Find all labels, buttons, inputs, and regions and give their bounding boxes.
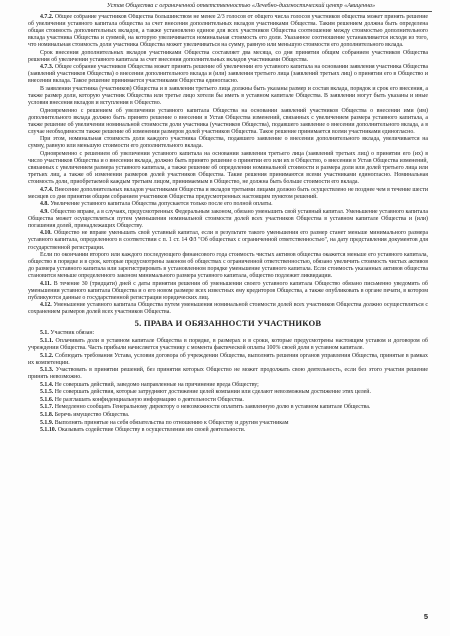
clause-number: 5.1.9.: [40, 419, 54, 426]
paragraph: [28, 151, 428, 186]
clause-text: Общее собрание участников Общества большинством не менее 2/3 голосов от общего числа голосов участников общества может принять решение об увеличении уставного капитала общества за счет внесения дополнительных вкладов участниками Общества. Таким решением должна быть определена общая стоимость дополнительных вкладов, а также установлено единое для всех участников Общества соотношение между стоимостью дополнительного вклада участника Общества и суммой, на которую увеличивается номинальная стоимость его доли. Указанное соотношение устанавливается исходя из того, что номинальная стоимость доли участника Общества может увеличиваться на сумму, равную или меньшую стоимости его дополнительного вклада.: [28, 14, 428, 49]
clause-number: 4.10.: [40, 230, 52, 237]
clause-text: Если по окончании второго или каждого последующего финансового года стоимость чистых активов общества окажется меньше его уставного капитала, общество в порядке и в срок, которые предусмотрены законом об обществах с ограниченной ответственностью, обязано увеличить стоимость чистых активов до размера уставного капитала или зарегистрировать в установленном порядке уменьшение уставного капитала. Если стоимость указанных активов общества становится меньше определенного законом минимального размера уставного капитала, общество подлежит ликвидации.: [28, 252, 428, 280]
clause-text: Выполнять принятые на себя обязательства по отношению к Обществу и другим участникам: [54, 419, 289, 426]
clause-number: 4.11.: [40, 280, 52, 287]
clause-text: Оплачивать доли в уставном капитале Общества в порядке, в размерах и в сроки, которые предусмотрены настоящим уставом и договором об учреждении Общества. Часть прибыли начисляется участнику с момента фактической оплаты 100% своей доли в уставном капитале.: [28, 338, 428, 352]
clause-text: В заявлении участника (участников) Общества и в заявлении третьего лица должны быть указаны размер и состав вклада, порядок и срок его внесения, а также размер доли, которую участник Общества или третье лицо хотели бы иметь в уставном капитале Общества. В заявлении могут быть указаны и иные условия внесения вкладов и вступления в Общество.: [28, 85, 428, 107]
paragraph: [28, 252, 428, 280]
clause-text: В течение 30 (тридцати) дней с даты принятия решения об уменьшении своего уставного капитала Общество обязано письменно уведомить об уменьшении уставного капитала Общества и о его новом размере всех известных ему кредиторов Общества, а также опубликовать в органе печати, в котором публикуются данные о государственной регистрации юридических лиц.: [28, 280, 428, 301]
clause-text: Одновременно с решением об увеличении уставного капитала Общества на основании заявлений участников Общества о внесении ими (им) дополнительного вклада должно быть принято решение о внесении в Устав Общества изменений, связанных с увеличением размера уставного капитала, а также решение об увеличении номинальной стоимости доли участника (участников Общества), подавшего заявление о внесении дополнительного вклада, а в случае необходимости также решение об изменении размеров долей участников Общества. Такое решение принимается всеми участниками единогласно.: [28, 107, 428, 135]
clause-text: Не совершать действий, заведомо направленные на причинение вреда Обществу;: [54, 381, 259, 388]
clause-text: Участвовать в принятии решений, без принятия которых Общество не может продолжать свою деятельность, если без этого участия решение принять невозможно.: [28, 367, 428, 381]
clause-text: Не разглашать конфиденциальную информацию о деятельности Общества.: [54, 396, 244, 403]
paragraph: [28, 108, 428, 136]
list-item: [28, 389, 428, 396]
clause-number: 4.7.3.: [40, 64, 54, 71]
clause-text: Увеличение уставного капитала Общества допускается только после его полной оплаты.: [50, 201, 273, 208]
running-header: Устав Общества с ограниченной ответственностью «Лечебно-диагностический центр «Авиценна»: [50, 2, 432, 12]
clause-number: 5.1.7.: [40, 404, 54, 411]
article-4-continuation: [28, 14, 428, 316]
list-item: [28, 397, 428, 404]
clause-text: Одновременно с решением об увеличении уставного капитала на основании заявления третьего лица (заявлений третьих лиц) о принятии его (их) в число участников Общества и о внесении вклада, должно быть принято решение о принятии его или их в Общество, о внесении в Устав Общества изменений, связанных с увеличением размера уставного капитала, а также решение об определении номинальной стоимости и размера доли или долей третьего лица или третьих лиц, а также об изменении размеров долей участников Общества. Такие решения принимаются всеми участниками единогласно. Номинальная стоимость доли, приобретаемой каждым третьим лицом, принимаемым в Общество, не должна быть больше стоимости его вклада.: [28, 150, 428, 186]
list-item: [28, 412, 428, 419]
clause-number: 5.1.4.: [40, 381, 54, 388]
paragraph: [28, 136, 428, 150]
paragraph: [28, 209, 428, 230]
clause-text: Уменьшение уставного капитала Общества путем уменьшения номинальной стоимости долей всех участников Общества должно осуществляться с сохранением размеров долей всех участников Общества.: [28, 302, 428, 316]
list-item: [28, 382, 428, 389]
list-item: [28, 338, 428, 352]
clause-number: 5.1.2.: [40, 352, 54, 359]
clause-text: Внесение дополнительных вкладов участниками Общества и вкладов третьими лицами должно быть осуществлено не позднее чем в течение шести месяцев со дня принятия общим собранием участников Общества предусмотренных настоящим пунктом решений.: [28, 186, 428, 200]
clause-text: Не совершать действия, которые затрудняют достижение целей компании или сделают невозможным достижение этих целей.: [54, 389, 371, 396]
paragraph: [28, 302, 428, 316]
clause-number: 4.8.: [40, 201, 49, 208]
clause-text: Срок внесения дополнительных вкладов участниками Общества составляет два месяца, со дня принятия общим собранием участников Общества решения об увеличении уставного капитала за счет внесения дополнительных вкладов участниками Общества.: [28, 49, 428, 63]
clause-number: 5.1.: [40, 330, 49, 337]
clause-number: 5.1.10.: [40, 427, 57, 434]
list-item: [28, 367, 428, 381]
list-item: [28, 353, 428, 367]
clause-text: Беречь имущество Общества.: [54, 411, 130, 418]
clause-number: 4.7.2.: [40, 14, 54, 20]
section-heading: 5. ПРАВА И ОБЯЗАННОСТИ УЧАСТНИКОВ: [134, 318, 322, 329]
clause-text: Общее собрание участников Общества может принять решение об увеличении его уставного капитала на основании заявления участника Общества (заявлений участников Общества) о внесении дополнительного вклада и (или) заявления третьего лица (заявлений третьих лиц) о принятии его в Общество и внесении вклада. Такое решение принимается участниками Общества единогласно.: [28, 64, 428, 85]
paragraph: [28, 230, 428, 251]
section-5-items: [28, 330, 428, 434]
clause-number: 4.9.: [40, 208, 49, 215]
clause-text: Общество вправе, а в случаях, предусмотренных Федеральным законом, обязано уменьшить свой уставный капитал. Уменьшение уставного капитала Общества может осуществляться путем уменьшения номинальной стоимости долей всех участников Общества в уставном капитале Общества и (или) погашения долей, принадлежащих Обществу.: [28, 208, 428, 229]
clause-number: 5.1.1.: [40, 338, 54, 345]
page-number: 5: [423, 612, 428, 621]
clause-number: 5.1.6.: [40, 396, 54, 403]
clause-text: Соблюдать требования Устава, условия договора об учреждении Общества, выполнять решения органов управления Общества, принятые в рамках их компетенции.: [28, 352, 428, 366]
paragraph: [28, 86, 428, 107]
clause-text: Немедленно сообщать Генеральному директору о невозможности оплатить заявленную долю в уставном капитале Общества.: [54, 404, 371, 411]
list-item: [28, 427, 428, 434]
paragraph: [28, 281, 428, 302]
paragraph: [28, 201, 428, 208]
paragraph: [28, 50, 428, 64]
clause-number: 4.12.: [40, 302, 52, 309]
list-item: [28, 330, 428, 337]
clause-text: Оказывать содействие Обществу в осуществлении им своей деятельности.: [57, 427, 246, 434]
clause-text: Участник обязан:: [50, 330, 95, 337]
clause-number: 4.7.4.: [40, 186, 54, 193]
clause-text: При этом, номинальная стоимость доли каждого участника Общества, подавшего заявление о внесении дополнительного вклада, увеличивается на сумму, равную или меньшую стоимости его дополнительного вклада.: [28, 136, 428, 150]
page-body: [28, 14, 428, 604]
clause-number: 5.1.3.: [40, 367, 54, 374]
paragraph: [28, 14, 428, 49]
paragraph: [28, 187, 428, 201]
clause-text: Общество не вправе уменьшать свой уставный капитал, если в результате такого уменьшения его размер станет меньше минимального размера уставного капитала, определенного в соответствии с п. 1 ст. 14 ФЗ "Об обществах с ограниченной ответственностью", на дату представления документов для государственной регистрации.: [28, 230, 428, 251]
list-item: [28, 404, 428, 411]
list-item: [28, 420, 428, 427]
clause-number: 5.1.5.: [40, 389, 54, 396]
clause-number: 5.1.8.: [40, 411, 54, 418]
paragraph: [28, 64, 428, 85]
